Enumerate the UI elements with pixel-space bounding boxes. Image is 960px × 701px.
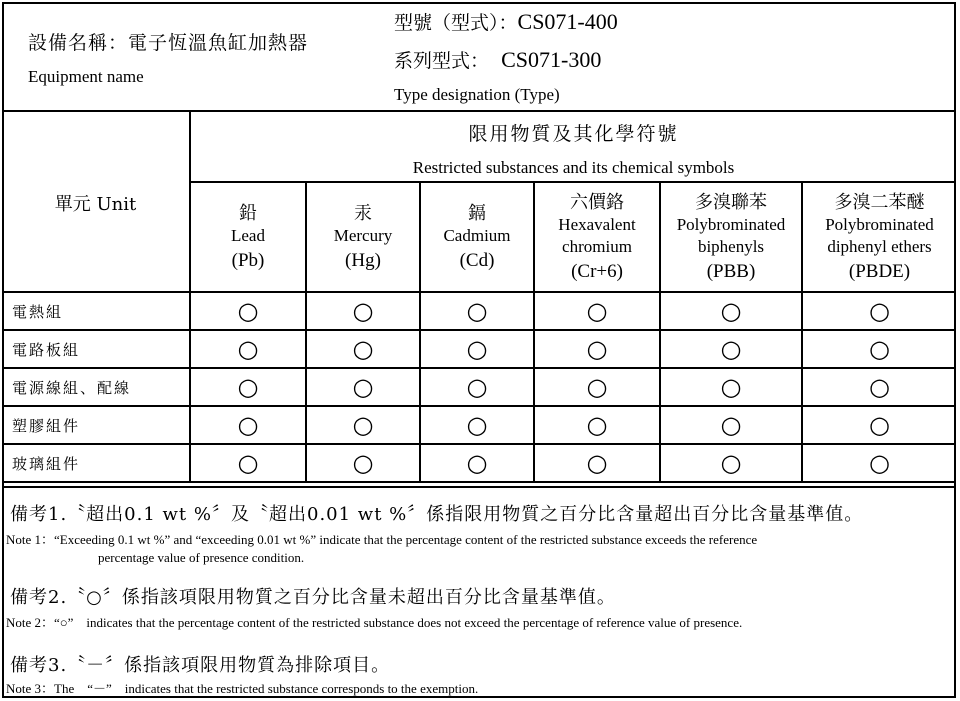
substance-symbol: (Hg): [345, 249, 381, 271]
note-2-zh: 備考2.〝○〞係指該項限用物質之百分比含量未超出百分比含量基準值。: [10, 587, 616, 608]
series-row: [394, 46, 601, 73]
presence-mark: ○: [660, 406, 802, 444]
table-row: [2, 368, 956, 406]
substance-en: Polybrominated biphenyls: [676, 214, 786, 256]
type-designation-en: Type designation (Type): [394, 85, 560, 104]
presence-mark: ○: [660, 292, 802, 330]
substance-header-pbde: [802, 182, 956, 292]
unit-label: 電熱組: [2, 292, 190, 330]
note-3-en: Note 3：The “－” indicates that the restricted substance corresponds to the exemption.: [6, 681, 479, 696]
presence-mark: ○: [534, 368, 660, 406]
table-row: [2, 292, 956, 330]
equipment-name-en: Equipment name: [28, 67, 144, 86]
type-designation-row: [394, 8, 618, 35]
document-header: [2, 2, 956, 112]
presence-mark: ○: [802, 444, 956, 482]
note-1-en-line1: Note 1：“Exceeding 0.1 wt %” and “exceeding 0.01 wt %” indicate that the percentage content of the restricted substance exceeds the reference: [6, 532, 758, 547]
presence-mark: ○: [420, 444, 534, 482]
presence-mark: ○: [420, 330, 534, 368]
substance-en: Polybrominated diphenyl ethers: [825, 214, 934, 256]
substance-header-lead: [190, 182, 306, 292]
series-label-zh: 系列型式：: [394, 50, 490, 72]
substance-header-hexavalent-chromium: [534, 182, 660, 292]
unit-label: 塑膠組件: [2, 406, 190, 444]
note-3-zh: 備考3.〝－〞係指該項限用物質為排除項目。: [10, 655, 391, 676]
substance-header-cadmium: [420, 182, 534, 292]
presence-mark: ○: [190, 292, 306, 330]
presence-mark: ○: [420, 368, 534, 406]
type-label-zh: 型號（型式）：: [394, 12, 518, 34]
substance-en: Mercury: [333, 225, 393, 245]
presence-mark: ○: [190, 330, 306, 368]
substance-zh: 多溴二苯醚: [834, 191, 925, 213]
substance-symbol: (PBB): [706, 260, 756, 282]
substance-header-pbb: [660, 182, 802, 292]
substance-zh: 鉛: [239, 202, 257, 224]
substance-zh: 汞: [354, 202, 372, 224]
note-1-zh: 備考1.〝超出0.1 wt %〞及〝超出0.01 wt %〞係指限用物質之百分比含量超出百分比含量基準值。: [10, 504, 864, 525]
presence-mark: ○: [534, 444, 660, 482]
presence-mark: ○: [306, 406, 420, 444]
presence-mark: ○: [190, 444, 306, 482]
substance-symbol: (Pb): [231, 249, 265, 271]
presence-mark: ○: [802, 406, 956, 444]
unit-column-header: 單元 Unit: [2, 112, 190, 292]
note-2-en: Note 2：“○” indicates that the percentage content of the restricted substance does not exceed the percentage of reference value of presence.: [6, 615, 743, 630]
note-1-en-line2: percentage value of presence condition.: [98, 550, 305, 565]
equipment-name-zh: 設備名稱：電子恆溫魚缸加熱器: [28, 32, 309, 54]
substance-zh: 多溴聯苯: [695, 191, 767, 213]
presence-mark: ○: [306, 292, 420, 330]
substance-zh: 鎘: [468, 202, 486, 224]
substance-en: Lead: [231, 225, 265, 245]
restricted-substances-table: [2, 112, 956, 483]
restricted-substances-header: [190, 112, 956, 182]
substance-zh: 六價鉻: [570, 191, 624, 213]
substance-header-mercury: [306, 182, 420, 292]
presence-mark: ○: [660, 330, 802, 368]
table-row: [2, 406, 956, 444]
presence-mark: ○: [802, 368, 956, 406]
presence-mark: ○: [534, 330, 660, 368]
presence-mark: ○: [190, 368, 306, 406]
presence-mark: ○: [306, 368, 420, 406]
substance-symbol: (PBDE): [848, 260, 911, 282]
unit-label: 電源線組、配線: [2, 368, 190, 406]
note-1-en: [6, 531, 757, 567]
presence-mark: ○: [306, 444, 420, 482]
substance-en: Hexavalent chromium: [558, 214, 636, 256]
presence-mark: ○: [534, 292, 660, 330]
restricted-header-zh: 限用物質及其化學符號: [468, 123, 679, 145]
presence-mark: ○: [660, 444, 802, 482]
presence-mark: ○: [534, 406, 660, 444]
substance-symbol: (Cd): [459, 249, 495, 271]
presence-mark: ○: [306, 330, 420, 368]
notes-section: [2, 486, 956, 698]
presence-mark: ○: [420, 292, 534, 330]
type-value: CS071-400: [517, 9, 618, 34]
series-value: CS071-300: [501, 47, 602, 72]
unit-label: 玻璃組件: [2, 444, 190, 482]
presence-mark: ○: [660, 368, 802, 406]
restricted-header-en: Restricted substances and its chemical symbols: [412, 158, 735, 177]
substance-en: Cadmium: [443, 225, 511, 245]
substance-symbol: (Cr+6): [571, 260, 623, 282]
presence-mark: ○: [802, 292, 956, 330]
table-row: [2, 330, 956, 368]
unit-label: 電路板組: [2, 330, 190, 368]
presence-mark: ○: [420, 406, 534, 444]
presence-mark: ○: [190, 406, 306, 444]
table-row: [2, 444, 956, 482]
presence-mark: ○: [802, 330, 956, 368]
